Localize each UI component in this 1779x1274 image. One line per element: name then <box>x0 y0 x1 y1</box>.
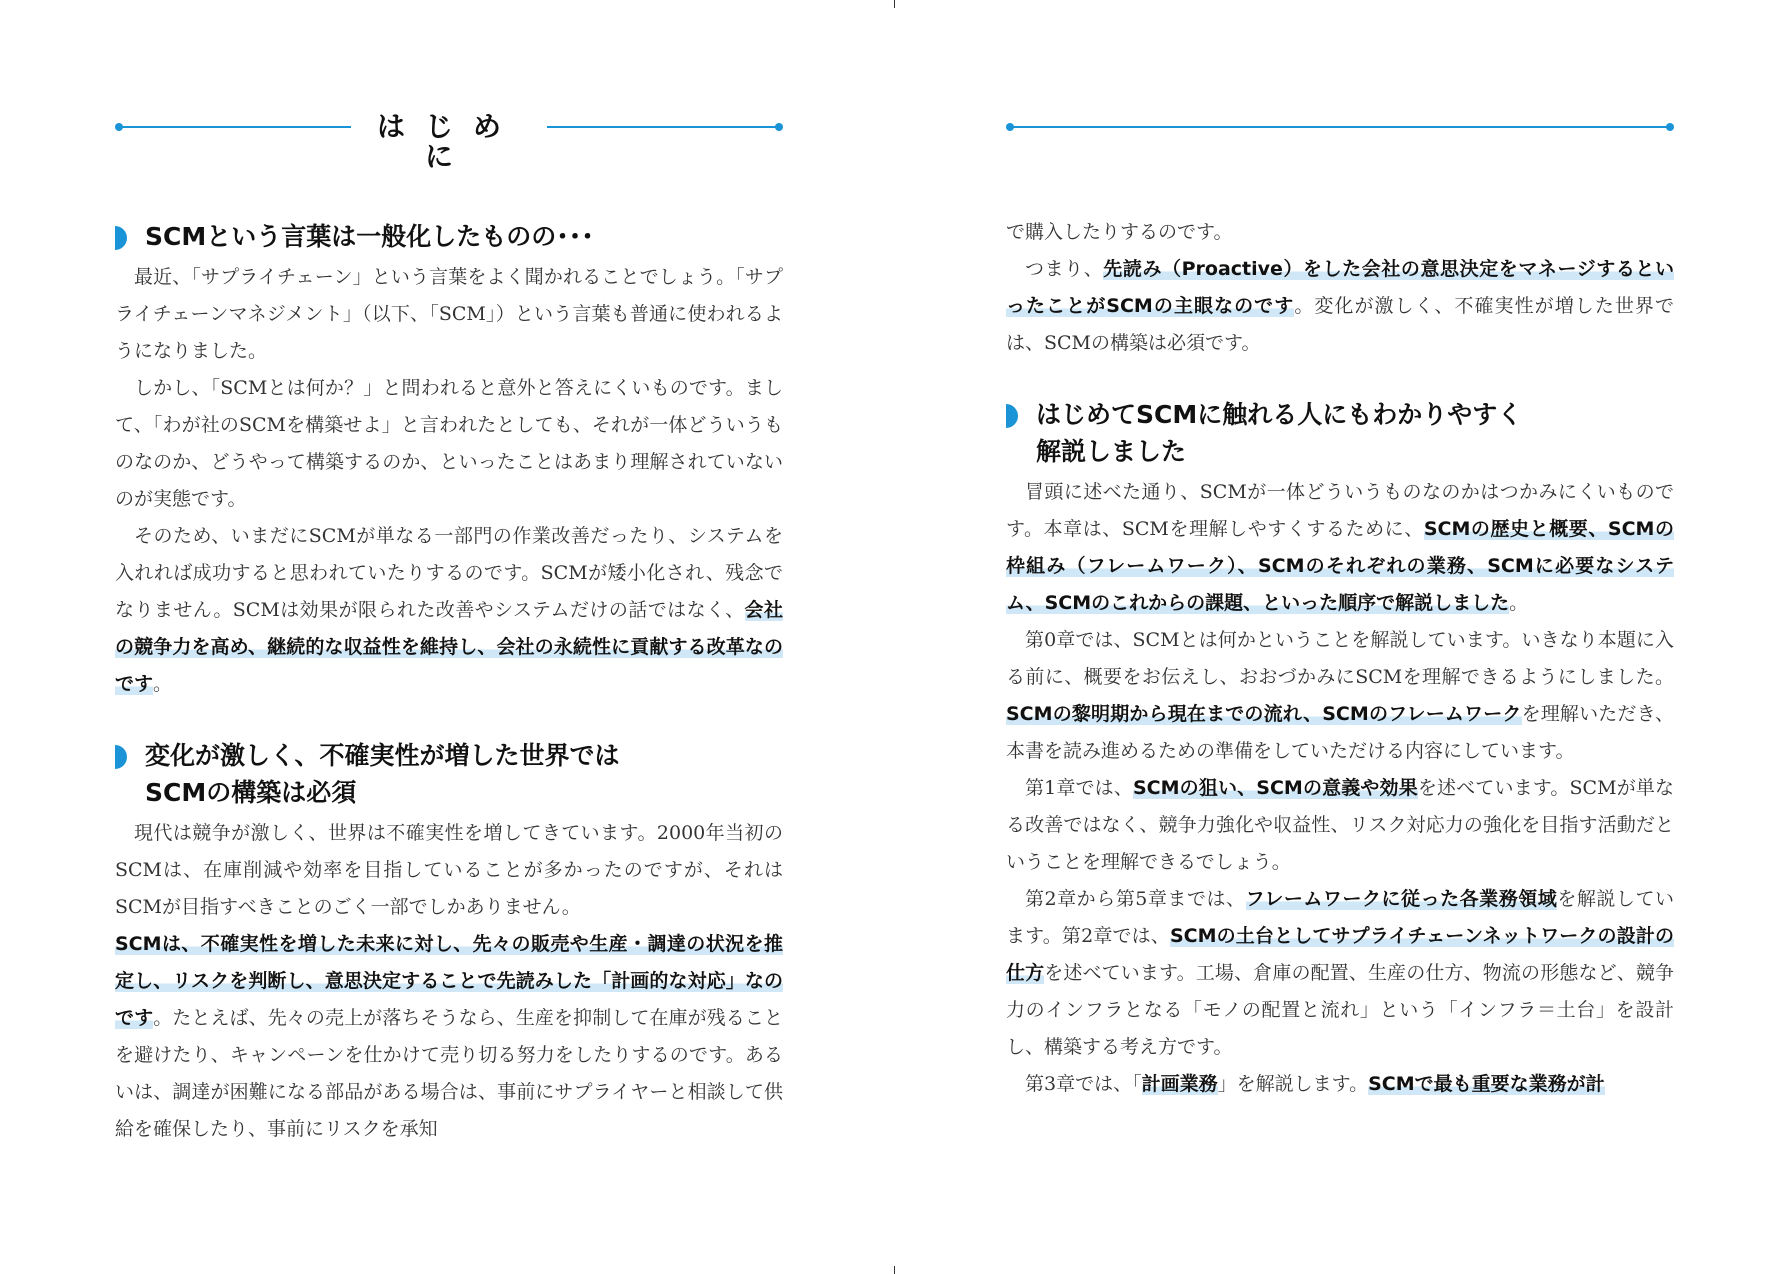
paragraph <box>115 518 783 703</box>
rule-dot-right <box>1666 123 1674 131</box>
paragraph-text: 。変化が激しく、不確実性が増した世界では、SCMの構築は必須です。 <box>1006 295 1674 354</box>
paragraph: 現代は競争が激しく、世界は不確実性を増してきています。2000年当初のSCMは、在庫削減や効率を目指していることが多かったのですが、それはSCMが目指すべきことのごく一部でしかありません。 <box>115 822 783 918</box>
heading-text: 変化が激しく、不確実性が増した世界では <box>145 741 620 770</box>
paragraph-text: を解説しています。第2章では、 <box>1006 888 1674 947</box>
highlighted-text: SCMの歴史と概要、SCMの枠組み（フレームワーク）、SCMのそれぞれの業務、SCMに必要なシステム、SCMのこれからの課題、といった順序で解説しました <box>1006 518 1674 614</box>
paragraph: で購入したりするのです。 <box>1006 221 1233 243</box>
highlighted-text: SCMで最も重要な業務が計 <box>1368 1073 1605 1095</box>
rule-dot-right <box>775 123 783 131</box>
paragraph <box>1006 622 1674 770</box>
heading-marker-icon <box>1006 404 1018 428</box>
title-rule-row <box>115 110 783 173</box>
highlighted-text: フレームワークに従った各業務領域 <box>1245 888 1558 910</box>
paragraph-text: を述べています。SCMが単なる改善ではなく、競争力強化や収益性、リスク対応力の強化を目指す活動だということを理解できるでしょう。 <box>1006 777 1674 873</box>
paragraph: しかし、「SCMとは何か？」と問われると意外と答えにくいものです。まして、「わが社のSCMを構築せよ」と言われたとしても、それが一体どういうものなのか、どうやって構築するのか、といったことはあまり理解されていないのが実態です。 <box>115 377 783 510</box>
paragraph-text: を述べています。工場、倉庫の配置、生産の仕方、物流の形態など、競争力のインフラとなる「モノの配置と流れ」という「インフラ＝土台」を設計し、構築する考え方です。 <box>1006 962 1674 1058</box>
paragraph <box>1006 1066 1674 1103</box>
highlighted-text: SCMの狙い、SCMの意義や効果 <box>1132 777 1418 799</box>
paragraph-text: 。 <box>153 673 173 695</box>
page-title: はじめに <box>376 110 521 173</box>
highlighted-text: SCMの土台としてサプライチェーンネットワークの設計の仕方 <box>1006 925 1674 984</box>
highlighted-text: 先読み（Proactive）をした会社の意思決定をマネージするといったことがSCMの主眼なのです <box>1006 258 1674 317</box>
section-heading <box>1006 396 1674 470</box>
title-rule-right <box>547 126 779 128</box>
crop-mark-top <box>894 0 895 8</box>
section-heading <box>115 737 783 811</box>
paragraph-text: 第0章では、SCMとは何かということを解説しています。いきなり本題に入る前に、概要をお伝えし、おおづかみにSCMを理解できるようにしました。 <box>1006 629 1674 688</box>
right-page <box>1006 0 1674 1274</box>
section-heading <box>115 218 783 255</box>
left-page <box>115 0 783 1274</box>
highlighted-text: 会社の競争力を高め、継続的な収益性を維持し、会社の永続性に貢献する改革なのです <box>115 599 783 695</box>
right-content <box>1006 214 1674 1103</box>
heading-text: 解説しました <box>1036 437 1187 466</box>
paragraph <box>115 926 783 1148</box>
title-rule-left <box>119 126 351 128</box>
heading-text: はじめてSCMに触れる人にもわかりやすく <box>1036 400 1523 429</box>
paragraph-text: 。 <box>1509 592 1529 614</box>
paragraph <box>1006 474 1674 622</box>
title-rule <box>1010 126 1670 128</box>
paragraph-text: 。たとえば、先々の売上が落ちそうなら、生産を抑制して在庫が残ることを避けたり、キャンペーンを仕かけて売り切る努力をしたりするのです。あるいは、調達が困難になる部品がある場合は、事前にサプライヤーと相談して供給を確保したり、事前にリスクを承知 <box>115 1007 783 1140</box>
highlighted-text: 計画業務 <box>1141 1073 1218 1095</box>
left-content <box>115 218 783 1148</box>
crop-mark-bottom <box>894 1266 895 1274</box>
paragraph-text: つまり、 <box>1025 258 1104 280</box>
highlighted-text: SCMの黎明期から現在までの流れ、SCMのフレームワーク <box>1006 703 1522 725</box>
title-rule-row <box>1006 112 1674 142</box>
paragraph-text: 冒頭に述べた通り、SCMが一体どういうものなのかはつかみにくいものです。本章は、SCMを理解しやすくするために、 <box>1006 481 1674 540</box>
heading-text: SCMという言葉は一般化したものの･･･ <box>145 222 594 251</box>
paragraph-text: 」を解説します。 <box>1217 1073 1369 1095</box>
paragraph-text: 第1章では、 <box>1025 777 1133 799</box>
heading-marker-icon <box>115 226 127 250</box>
paragraph <box>1006 770 1674 881</box>
paragraph: 最近、「サプライチェーン」という言葉をよく聞かれることでしょう。「サプライチェーンマネジメント」（以下、「SCM」）という言葉も普通に使われるようになりました。 <box>115 266 783 362</box>
paragraph-text: 第2章から第5章までは、 <box>1025 888 1246 910</box>
paragraph-text: 第3章では、「 <box>1025 1073 1142 1095</box>
paragraph-text: そのため、いまだにSCMが単なる一部門の作業改善だったり、システムを入れれば成功すると思われていたりするのです。SCMが矮小化され、残念でなりません。SCMは効果が限られた改善やシステムだけの話ではなく、 <box>115 525 783 621</box>
heading-marker-icon <box>115 745 127 769</box>
paragraph <box>1006 881 1674 1066</box>
heading-text: SCMの構築は必須 <box>145 778 357 807</box>
highlighted-text: SCMは、不確実性を増した未来に対し、先々の販売や生産・調達の状況を推定し、リスクを判断し、意思決定することで先読みした「計画的な対応」なのです <box>115 933 783 1029</box>
paragraph-text: を理解いただき、本書を読み進めるための準備をしていただける内容にしています。 <box>1006 703 1674 762</box>
paragraph <box>1006 251 1674 362</box>
